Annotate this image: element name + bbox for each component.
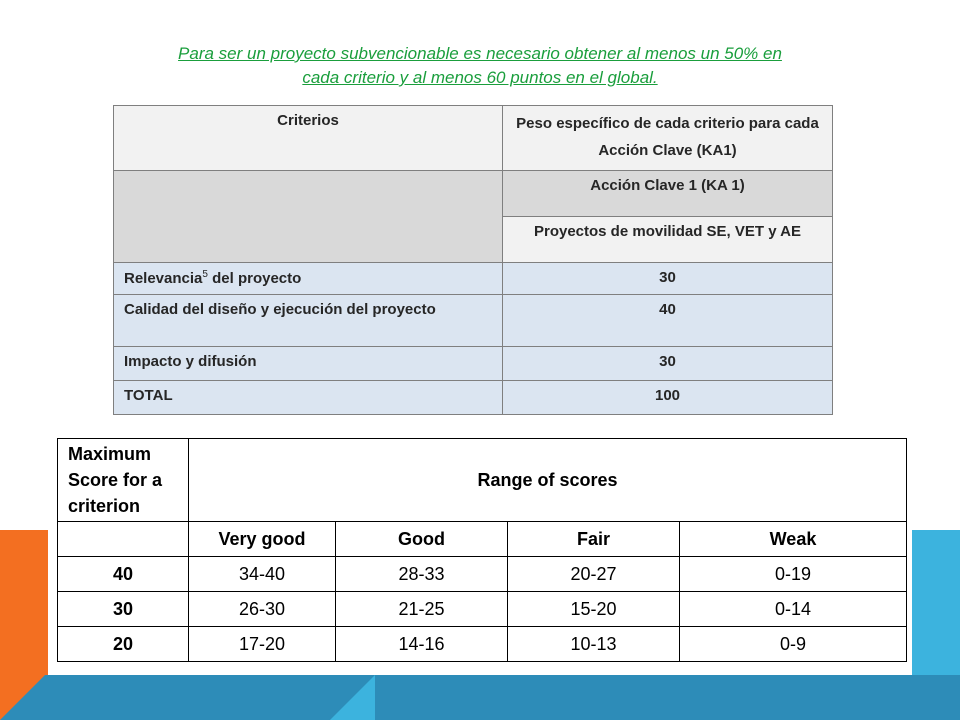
score-cell: 34-40 [189,557,336,592]
column-header: Good [336,522,508,557]
column-header: Very good [189,522,336,557]
score-range-table [57,438,907,662]
mobility-subheader: Proyectos de movilidad SE, VET y AE [503,217,833,263]
range-header: Range of scores [189,439,907,522]
criteria-table [113,105,833,415]
heading-line-2: cada criterio y al menos 60 puntos en el global. [302,68,658,87]
column-header: Fair [508,522,680,557]
criteria-row-label: Calidad del diseño y ejecución del proyecto [114,295,503,347]
score-cell: 21-25 [336,592,508,627]
column-header: Weak [680,522,907,557]
criteria-row-value: 30 [503,347,833,381]
score-cell: 0-14 [680,592,907,627]
empty-subheader-cell [58,522,189,557]
ka1-subheader: Acción Clave 1 (KA 1) [503,171,833,217]
slide-heading [100,42,860,90]
criteria-row-label: Impacto y difusión [114,347,503,381]
score-cell: 14-16 [336,627,508,662]
weight-header: Peso específico de cada criterio para cada Acción Clave (KA1) [503,106,833,171]
background-dark-blue-band [0,675,960,720]
table-row [58,627,907,662]
criteria-row-value: 100 [503,381,833,415]
criteria-row-value: 30 [503,263,833,295]
score-cell: 26-30 [189,592,336,627]
max-score-cell: 40 [58,557,189,592]
max-score-header: Maximum Score for a criterion [58,439,189,522]
score-cell: 20-27 [508,557,680,592]
table-row [58,557,907,592]
score-cell: 15-20 [508,592,680,627]
table-row [58,592,907,627]
max-score-cell: 20 [58,627,189,662]
score-cell: 0-9 [680,627,907,662]
heading-line-1: Para ser un proyecto subvencionable es necesario obtener al menos un 50% en [178,44,782,63]
score-cell: 0-19 [680,557,907,592]
score-cell: 10-13 [508,627,680,662]
criteria-header: Criterios [114,106,503,171]
score-cell: 28-33 [336,557,508,592]
background-orange-triangle [0,675,45,720]
criteria-row-label: TOTAL [114,381,503,415]
max-score-cell: 30 [58,592,189,627]
background-blue-triangle [330,675,375,720]
score-cell: 17-20 [189,627,336,662]
criteria-row-label: Relevancia$^5$ del proyecto [114,263,503,295]
empty-header-cell [114,171,503,263]
criteria-row-value: 40 [503,295,833,347]
